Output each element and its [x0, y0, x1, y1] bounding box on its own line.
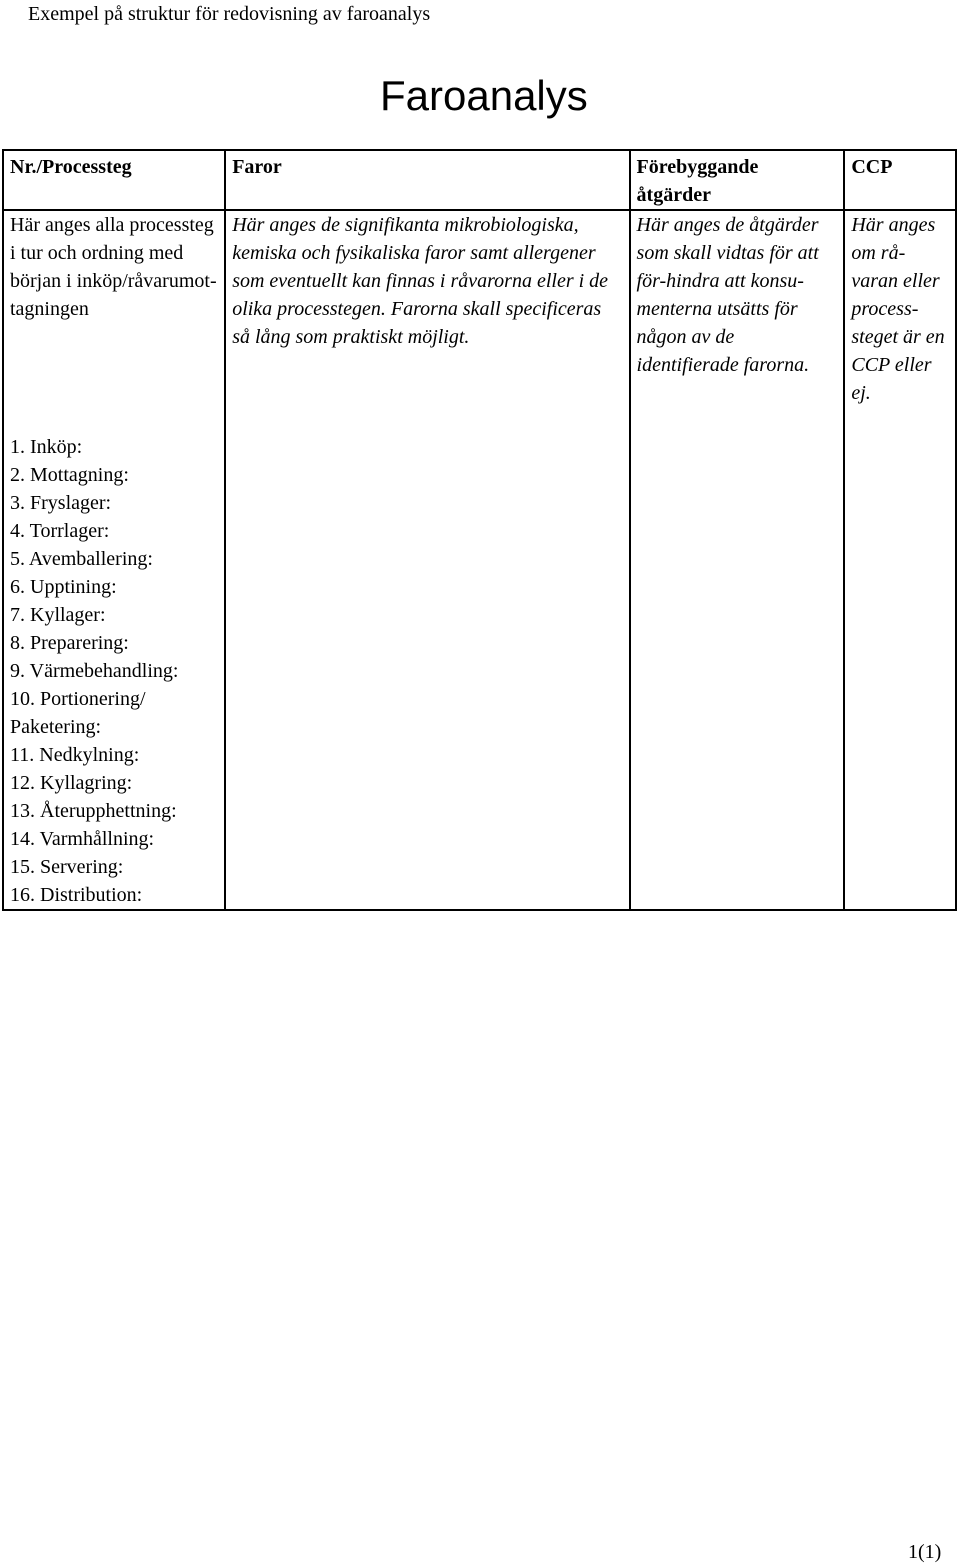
list-item: 15. Servering:: [10, 856, 124, 878]
table-body-row: [3, 210, 956, 910]
list-item: 5. Avemballering:: [10, 548, 153, 570]
running-header: Exempel på struktur för redovisning av faroanalys: [28, 3, 431, 25]
hazard-analysis-table: [2, 149, 957, 911]
header-preventive-line2: åtgärder: [636, 184, 711, 206]
ccp-description: Här anges om rå-varan eller process-steget är en CCP eller ej.: [851, 214, 945, 404]
list-item: 3. Fryslager:: [10, 492, 112, 514]
header-ccp: CCP: [844, 150, 956, 210]
table-header-row: [3, 150, 956, 210]
list-item: 10. Portionering/ Paketering:: [10, 688, 146, 738]
list-item: 14. Varmhållning:: [10, 828, 155, 850]
process-step-list: [10, 433, 218, 909]
preventive-cell: [630, 210, 845, 910]
page-number: 1(1): [908, 1541, 942, 1563]
list-item: 1. Inköp:: [10, 436, 83, 458]
hazards-cell: [225, 210, 629, 910]
list-item: 16. Distribution:: [10, 884, 143, 906]
list-item: 11. Nedkylning:: [10, 744, 140, 766]
list-item: 9. Värmebehandling:: [10, 660, 179, 682]
page-title: Faroanalys: [380, 72, 588, 119]
header-step: Nr./Processteg: [3, 150, 225, 210]
header-preventive: [630, 150, 845, 210]
step-cell: [3, 210, 225, 910]
step-description: Här anges alla processteg i tur och ordning med början i inköp/råvarumot-tagningen: [10, 214, 217, 320]
list-item: 7. Kyllager:: [10, 604, 106, 626]
list-item: 13. Återupphettning:: [10, 800, 177, 822]
header-hazards: Faror: [225, 150, 629, 210]
preventive-description: Här anges de åtgärder som skall vidtas för att för-hindra att konsu-menterna utsätts för någon av de identifierade farorna.: [636, 214, 819, 376]
ccp-cell: [844, 210, 956, 910]
list-item: 2. Mottagning:: [10, 464, 129, 486]
list-item: 6. Upptining:: [10, 576, 117, 598]
list-item: 12. Kyllagring:: [10, 772, 133, 794]
hazards-description: Här anges de signifikanta mikrobiologiska, kemiska och fysikaliska faror samt allergener som eventuellt kan finnas i råvarorna eller i de olika processtegen. Farorna skall specificeras så lång som praktiskt möjligt.: [232, 214, 609, 348]
list-item: 8. Preparering:: [10, 632, 129, 654]
list-item: 4. Torrlager:: [10, 520, 110, 542]
header-preventive-line1: Förebyggande: [636, 156, 759, 178]
